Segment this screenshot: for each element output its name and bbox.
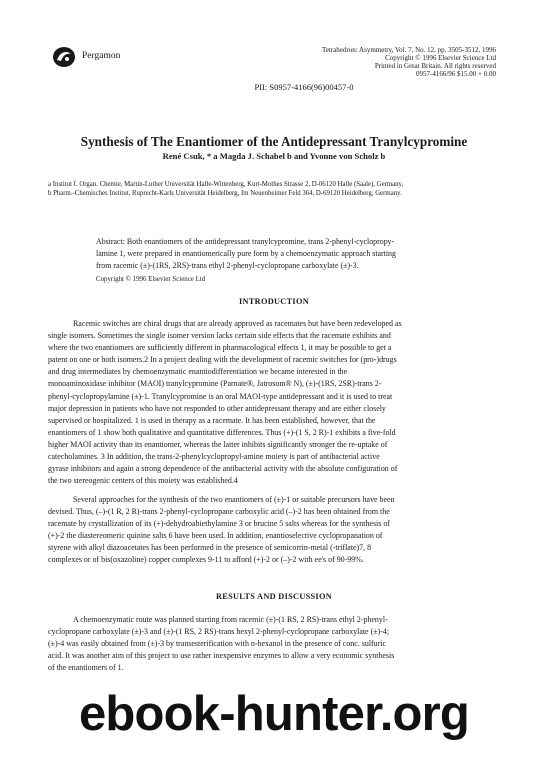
pii-code: PII: S0957-4166(96)00457-0 [254, 82, 354, 92]
text-line: cyclopropane carboxylate (±)-3 and (±)-(1 RS, 2 RS)-trans hexyl 2-phenyl-cyclopropane carboxylate (±)-4; [48, 627, 390, 637]
text-line: enantiomers of 1 show both qualitative and quantitative differences. Thus (+)-(1 S, 2 R)-1 exhibits a five-fold [48, 427, 396, 437]
text-line: A chemoenzymatic route was planned starting from racemic (±)-(1 RS, 2 RS)-trans ethyl 2-phenyl- [73, 615, 388, 624]
journal-line: Printed in Great Britain. All rights reserved [374, 62, 496, 70]
text-line: the two stereogenic centers of this moiety was established.4 [48, 476, 238, 486]
paper-title: Synthesis of The Enantiomer of the Antidepressant Tranylcypromine [80, 134, 468, 149]
results-heading: RESULTS AND DISCUSSION [215, 592, 333, 601]
text-line: patent on one or both isomers.2 In a project dealing with the development of racemic switches for (pro-)drugs [48, 355, 397, 365]
text-line: and drug intermediates by chemoenzymatic enantiodifferentiation we became interested in the [48, 367, 348, 377]
text-line: of the enantiomers of 1. [48, 663, 124, 673]
text-line: styrene with alkyl diazoacetates has been performed in the presence of semicorrin-metal (-triflate)7, 8 [48, 543, 372, 553]
text-line: Several approaches for the synthesis of the two enantiomers of (±)-1 or suitable precursors have been [73, 495, 395, 504]
abstract-line: from racemic (±)-(1RS, 2RS)-trans ethyl 2-phenyl-cyclopropane carboxylate (±)-3. [96, 261, 359, 270]
text-line: devised. Thus, (–)-(1 R, 2 R)-trans 2-phenyl-cyclopropane carboxylic acid (–)-2 has been obtained from the [48, 507, 390, 517]
text-line: major depression in patients who have not responded to other antidepressant therapy and are either closely [48, 403, 386, 413]
text-line: Racemic switches are chiral drugs that are already approved as racemates but have been redeveloped as [73, 319, 402, 328]
text-line: higher MAOI activity than its enantiomer, whereas the latter inhibits significantly stronger the re-uptake of [48, 439, 388, 449]
journal-line: Copyright © 1996 Elsevier Science Ltd [385, 54, 496, 62]
publisher-name: Pergamon [82, 51, 121, 61]
copyright-notice: Copyright © 1996 Elsevier Science Ltd [96, 276, 206, 283]
journal-info [322, 46, 496, 78]
intro-paragraph-1 [48, 318, 509, 487]
abstract-line: Abstract: Both enantiomers of the antidepressant tranylcypromine, trans 2-phenyl-cyclopropy- [96, 237, 395, 246]
text-line: supervised or hospitalized. 1 is used in therapy as a racemate. It has been established, however, that the [48, 415, 376, 425]
text-line: acid. It was another aim of this project to use rather inexpensive enzymes to allow a very economic synthesis [48, 651, 395, 661]
abstract-line: lamine 1, were prepared in enantiomerically pure form by a chemoenzymatic approach starting [96, 249, 396, 258]
watermark-text: ebook-hunter.org [78, 687, 470, 741]
abstract [96, 236, 488, 272]
journal-line: 0957-4166/96 $15.00 + 0.00 [416, 70, 496, 78]
pergamon-logo [52, 46, 76, 68]
journal-line: Tetrahedron: Asymmetry, Vol. 7, No. 12, pp. 3505-3512, 1996 [322, 46, 496, 54]
intro-paragraph-2 [48, 494, 509, 567]
affiliation-a: a Institut f. Organ. Chemie, Martin-Luther Universität Halle-Wittenberg, Kurt-Mothes Strasse 2, D-06120 Halle (Saale), Germany, [48, 181, 404, 188]
text-line: racemate by crystallization of its (+)-dehydroabiethylamine 3 or brucine 5 salts whereas for the synthesis of [48, 519, 390, 529]
author-list: René Csuk, * a Magda J. Schabel b and Yvonne von Scholz b [162, 151, 386, 161]
text-line: where the two enantiomers are sufficiently different in pharmacological effects 1, it may be possible to get a [48, 343, 392, 353]
text-line: monoaminoxidase inhibitor (MAOI) tranylcypromine (Parnate®, Jatrosom® N), (±)-(1RS, 2SR)-trans 2- [48, 379, 382, 389]
text-line: phenyl-cyclopropylamine (±)-1. Tranylcypromine is an oral MAOI-type antidepressant and it is used to treat [48, 391, 393, 401]
text-line: (+)-2 the diastereomeric quinine salts 6 have been used. In addition, enantioselective cyclopropanation of [48, 531, 383, 541]
text-line: complexes or of bis(oxazoline) copper complexes 9-11 to afford (+)-2 or (–)-2 with ee's of 90-99%. [48, 555, 364, 565]
text-line: (±)-4 was easily obtained from (±)-3 by transesterification with n-hexanol in the presence of conc. sulfuric [48, 639, 387, 649]
introduction-heading: INTRODUCTION [239, 297, 309, 306]
affiliation-b: b Pharm.-Chemisches Institut, Ruprecht-Karls Universität Heidelberg, Im Neuenheimer Feld 364, D-69120 Heidelberg, Germany. [48, 190, 402, 197]
text-line: gyrase inhibitors and again a strong dependence of the antibacterial activity with the absolute configuration of [48, 464, 398, 474]
text-line: single isomers. Sometimes the single isomer version lacks certain side effects that the racemate exhibits and [48, 331, 391, 341]
text-line: catecholamines. 3 In addition, the trans-2-phenylcyclopropyl-amine moiety is part of antibacterial active [48, 452, 380, 462]
results-paragraph-1 [48, 614, 509, 674]
